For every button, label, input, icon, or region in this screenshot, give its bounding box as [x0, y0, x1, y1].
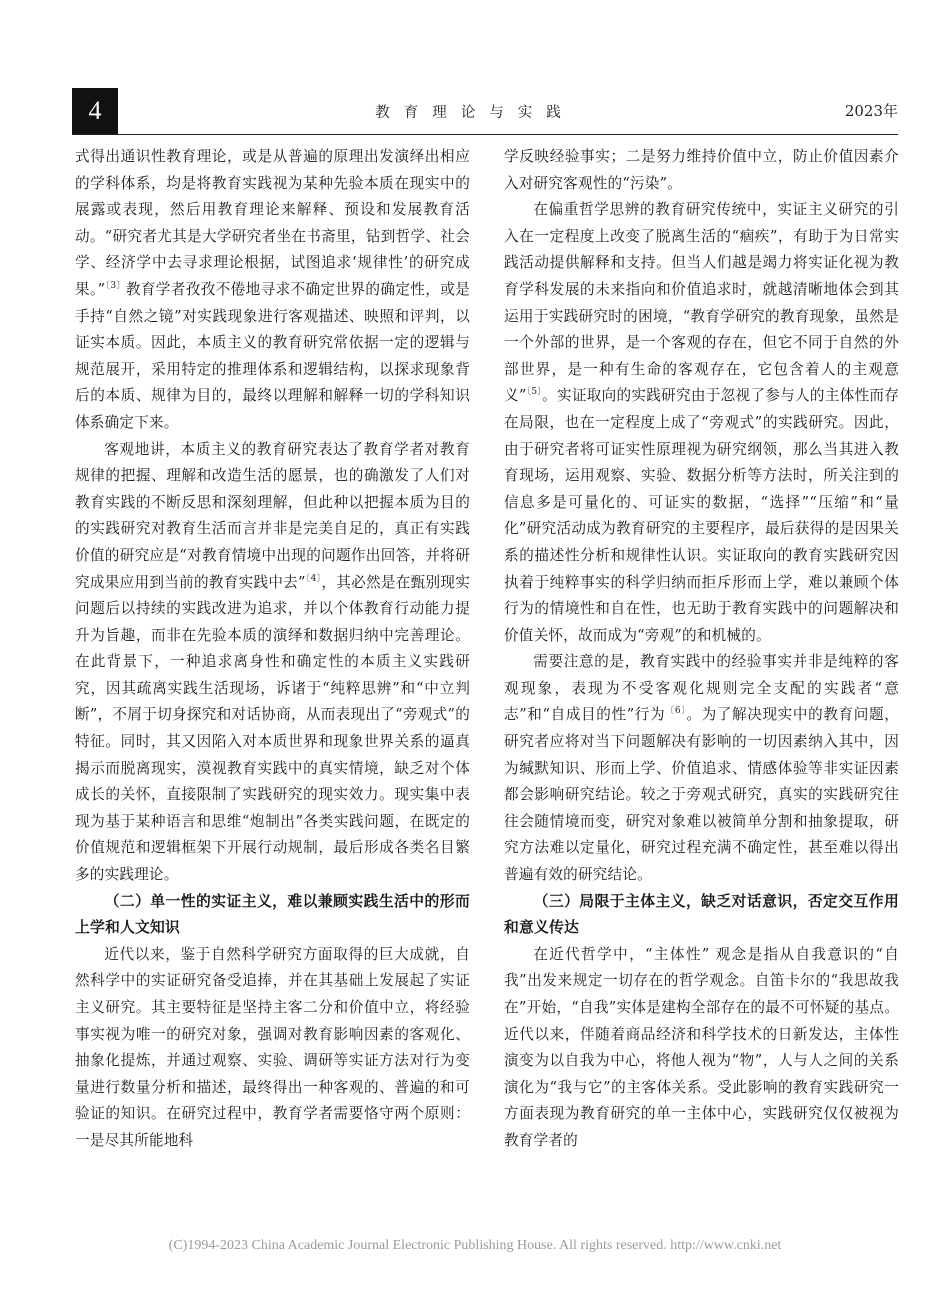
- paragraph: 需要注意的是，教育实践中的经验事实并非是纯粹的客观现象，表现为不受客观化规则完全支配的实践者“意志”和“自成目的性”行为$^{〔6〕}$。为了解决现实中的教育问题，研究者应将对当下问题解决有影响的一切因素纳入其中，因为缄默知识、形而上学、价值追求、情感体验等非实证因素都会影响研究结论。较之于旁观式研究，真实的实践研究往往会随情境而变，研究对象难以被简单分割和抽象提取，研究方法难以定量化，研究过程充满不确定性，甚至难以得出普遍有效的研究结论。: [504, 653, 899, 884]
- paragraph: 客观地讲，本质主义的教育研究表达了教育学者对教育规律的把握、理解和改造生活的愿景，也的确激发了人们对教育实践的不断反思和深刻理解，但此种以把握本质为目的的实践研究对教育生活而言并非是完美自足的，真正有实践价值的研究应是“对教育情境中出现的问题作出回答，并将研究成果应用到当前的教育实践中去”$^{〔4〕}$，其必然是在甄别现实问题后以持续的实践改进为追求，并以个体教育行动能力提升为旨趣，而非在先验本质的演绎和数据归纳中完善理论。在此背景下，一种追求离身性和确定性的本质主义实践研究，因其疏离实践生活现场，诉诸于“纯粹思辨”和“中立判断”，不屑于切身探究和对话协商，从而表现出了“旁观式”的特征。同时，其又因陷入对本质世界和现象世界关系的逼真揭示而脱离现实，漠视教育实践中的真实情境，缺乏对个体成长的关怀，直接限制了实践研究的现实效力。现实集中表现为基于某种语言和思维“炮制出”各类实践问题，在既定的价值规范和逻辑框架下开展行动规制，最后形成各类名目繁多的实践理论。: [75, 440, 470, 884]
- paragraph: 学反映经验事实；二是努力维持价值中立，防止价值因素介入对研究客观性的“污染”。: [504, 148, 899, 192]
- journal-title: 教育理论与实践: [375, 105, 575, 121]
- section-heading: （二）单一性的实证主义，难以兼顾实践生活中的形而上学和人文知识: [75, 892, 470, 937]
- header-divider: [72, 134, 898, 135]
- paragraph: 式得出通识性教育理论，或是从普遍的原理出发演绎出相应的学科体系，均是将教育实践视为某种先验本质在现实中的展露或表现，然后用教育理论来解释、预设和发展教育活动。“研究者尤其是大学研究者坐在书斋里，钻到哲学、社会学、经济学中去寻求理论根据，试图追求‘规律性’的研究成果。”$^{〔3〕}$教育学者孜孜不倦地寻求不确定世界的确定性，或是手持“自然之镜”对实践现象进行客观描述、映照和评判，以证实本质。因此，本质主义的教育研究常依据一定的逻辑与规范展开，采用特定的推理体系和逻辑结构，以探求现象背后的本质、规律为目的，最终以理解和解释一切的学科知识体系确定下来。: [75, 148, 471, 431]
- citation-ref: 〔4〕: [305, 573, 322, 584]
- copyright-footer: (C)1994-2023 China Academic Journal Electronic Publishing House. All rights reserved. http://www.cnki.net: [168, 1238, 782, 1253]
- header-year: 2023年: [844, 102, 898, 120]
- citation-ref: 〔3〕: [105, 280, 126, 291]
- page-number: 4: [72, 88, 118, 134]
- paragraph: 近代以来，鉴于自然科学研究方面取得的巨大成就，自然科学中的实证研究备受追捧，并在其基础上发展起了实证主义研究。其主要特征是坚持主客二分和价值中立，将经验事实视为唯一的研究对象，强调对教育影响因素的客观化、抽象化提炼，并通过观察、实验、调研等实证方法对行为变量进行数量分析和描述，最终得出一种客观的、普遍的和可验证的知识。在研究过程中，教育学者需要恪守两个原则：一是尽其所能地科: [75, 945, 470, 1149]
- paragraph: 在偏重哲学思辨的教育研究传统中，实证主义研究的引入在一定程度上改变了脱离生活的“痼疾”，有助于为日常实践活动提供解释和支持。但当人们越是竭力将实证化视为教育学科发展的未来指向和价值追求时，就越清晰地体会到其运用于实践研究时的困境，“教育学研究的教育现象，虽然是一个外部的世界，是一个客观的存在，但它不同于自然的外部世界，是一种有生命的客观存在，它包含着人的主观意义”$^{〔5〕}$。实证取向的实践研究由于忽视了参与人的主体性而存在局限，也在一定程度上成了“旁观式”的实践研究。因此，由于研究者将可证实性原理视为研究纲领，那么当其进入教育现场，运用观察、实验、数据分析等方法时，所关注到的信息多是可量化的、可证实的数据，“选择”“压缩”和“量化”研究活动成为教育研究的主要程序，最后获得的是因果关系的描述性分析和规律性认识。实证取向的教育实践研究因执着于纯粹事实的科学归纳而拒斥形而上学，难以兼顾个体行为的情境性和自在性，也无助于教育实践中的问题解决和价值关怀，故而成为“旁观”的和机械的。: [504, 201, 899, 644]
- citation-ref: 〔5〕: [526, 387, 543, 398]
- left-column: [75, 144, 470, 1155]
- right-column: [504, 144, 899, 1155]
- citation-ref: 〔6〕: [665, 706, 687, 717]
- section-heading: （三）局限于主体主义，缺乏对话意识，否定交互作用和意义传达: [504, 892, 899, 937]
- paragraph: 在近代哲学中，“主体性” 观念是指从自我意识的“自我”出发来规定一切存在的哲学观念。自笛卡尔的“我思故我在”开始，“自我”实体是建构全部存在的最不可怀疑的基点。近代以来，伴随着商品经济和科学技术的日新发达，主体性演变为以自我为中心，将他人视为“物”，人与人之间的关系演化为“我与它”的主客体关系。受此影响的教育实践研究一方面表现为教育研究的单一主体中心，实践研究仅仅被视为教育学者的: [504, 945, 899, 1149]
